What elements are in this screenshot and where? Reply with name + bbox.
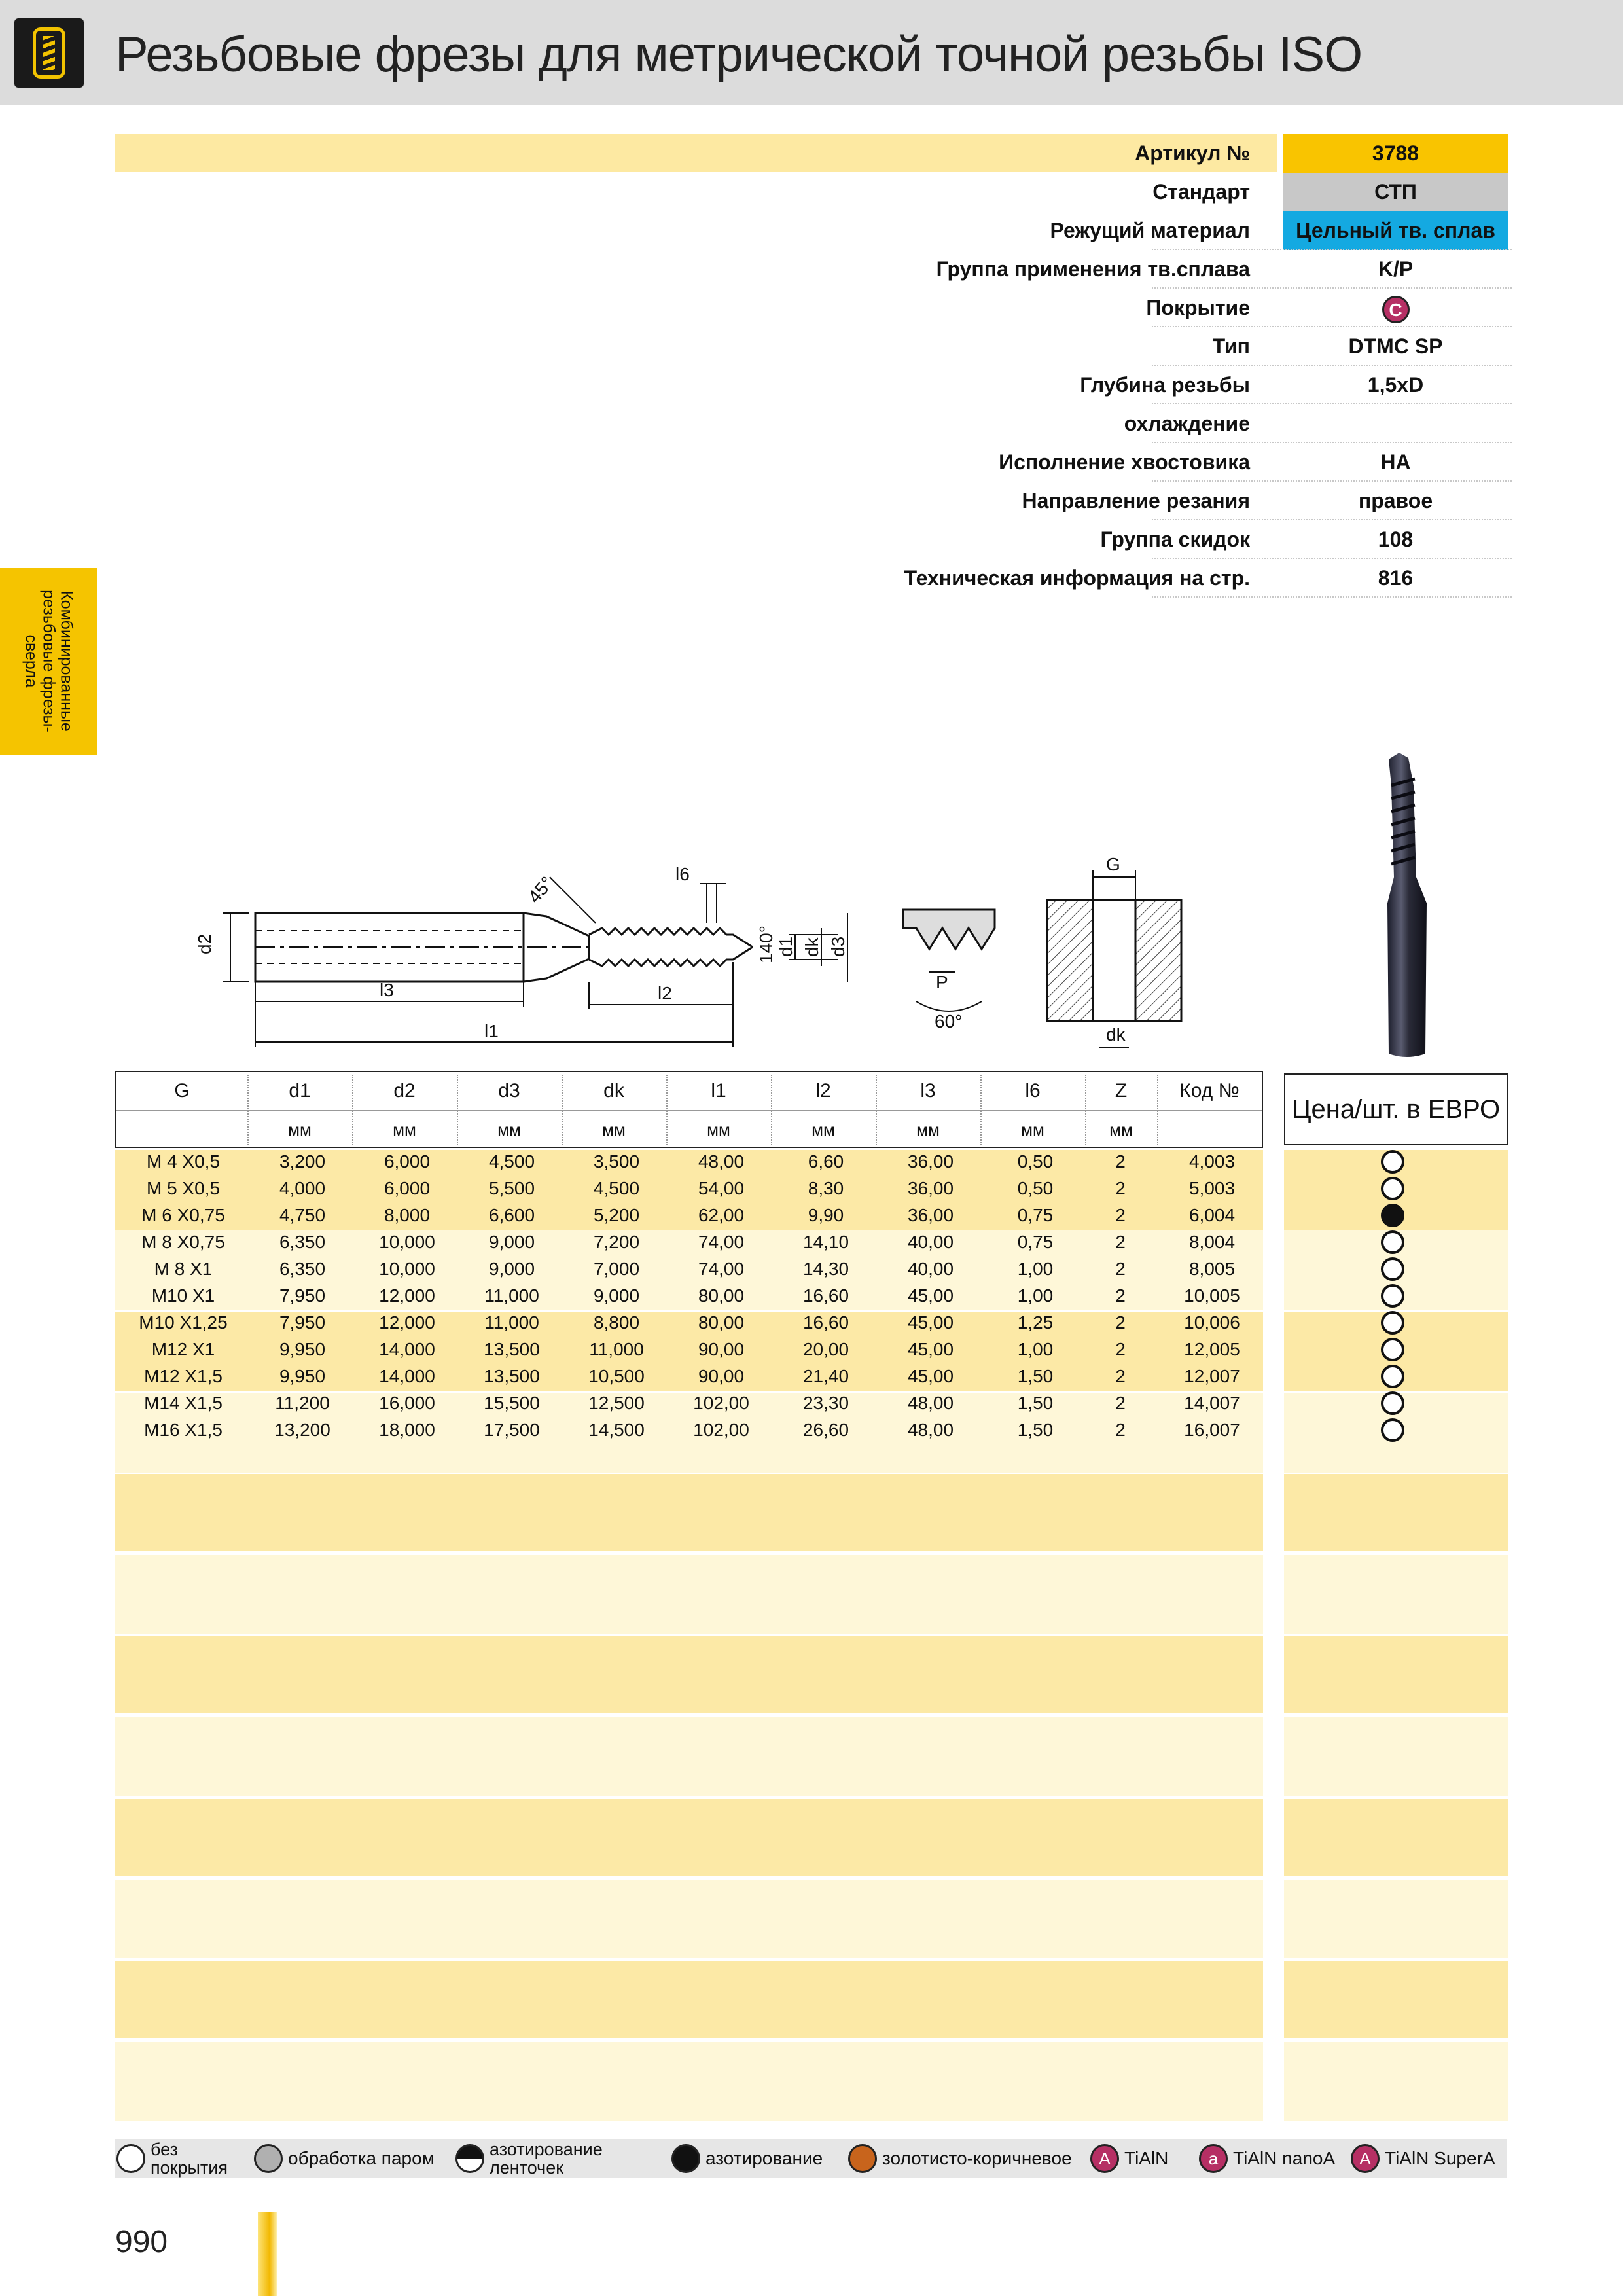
table-cell: 0,75 xyxy=(1017,1232,1054,1252)
spec-value: 1,5xD xyxy=(1367,373,1424,397)
legend-land-nitride xyxy=(455,2139,603,2178)
spec-label: охлаждение xyxy=(1124,412,1250,435)
code-cell: 4,003 xyxy=(1188,1151,1236,1172)
table-cell: 14,30 xyxy=(802,1259,849,1279)
spec-label: Покрытие xyxy=(1146,296,1250,319)
table-cell: 1,50 xyxy=(1017,1393,1054,1413)
column-unit: мм xyxy=(497,1120,521,1139)
table-row[interactable] xyxy=(115,1175,1263,1202)
table-band xyxy=(1284,1555,1508,1634)
table-cell: 8,30 xyxy=(808,1178,844,1198)
table-band xyxy=(1284,1799,1508,1876)
column-unit: мм xyxy=(707,1120,730,1139)
spec-row xyxy=(785,443,1512,482)
table-cell: 6,000 xyxy=(383,1178,431,1198)
table-cell: 2 xyxy=(1115,1420,1126,1440)
table-band xyxy=(1284,1880,1508,1958)
table-cell: 23,30 xyxy=(802,1393,849,1413)
table-cell: 1,50 xyxy=(1017,1366,1054,1386)
table-band xyxy=(115,1799,1263,1876)
table-cell: 0,50 xyxy=(1017,1178,1054,1198)
tialn-a-icon: A xyxy=(1090,2144,1119,2173)
code-cell: 12,005 xyxy=(1184,1339,1240,1359)
thread-size-cell: M 8 X1 xyxy=(154,1259,213,1279)
header-bar xyxy=(0,0,1623,105)
stock-open-circle-icon[interactable] xyxy=(1381,1150,1404,1174)
spec-label: Группа скидок xyxy=(1100,528,1250,551)
spec-value: СТП xyxy=(1283,173,1508,211)
column-unit xyxy=(116,1111,247,1148)
table-cell: 102,00 xyxy=(693,1393,749,1413)
spec-row xyxy=(785,250,1512,289)
coating-legend xyxy=(115,2139,1507,2178)
table-cell: 62,00 xyxy=(698,1205,745,1225)
thread-mill-photo xyxy=(1348,746,1466,1060)
price-header: Цена/шт. в ЕВРО xyxy=(1284,1073,1508,1145)
table-cell: 21,40 xyxy=(802,1366,849,1386)
table-cell: 48,00 xyxy=(907,1393,954,1413)
table-cell: 1,00 xyxy=(1017,1285,1054,1306)
spec-value xyxy=(1283,289,1508,327)
table-cell: 45,00 xyxy=(907,1312,954,1333)
tialn-supera-icon: A xyxy=(1351,2144,1380,2173)
legend-steam xyxy=(254,2139,435,2178)
spec-value xyxy=(1283,404,1508,443)
code-cell: 10,006 xyxy=(1184,1312,1240,1333)
table-cell: 2 xyxy=(1115,1151,1126,1172)
table-cell: 4,000 xyxy=(279,1178,326,1198)
table-cell: 16,60 xyxy=(802,1312,849,1333)
dim-d3-label: d3 xyxy=(828,936,848,957)
table-band xyxy=(115,1474,1263,1551)
table-cell: 14,10 xyxy=(802,1232,849,1252)
thread-mill-logo-icon xyxy=(14,18,84,88)
spec-row xyxy=(785,404,1512,443)
column-unit: мм xyxy=(1021,1120,1044,1139)
legend-steam-label: обработка паром xyxy=(288,2148,435,2168)
table-band xyxy=(1284,2042,1508,2121)
legend-uncoated-line2: покрытия xyxy=(151,2158,228,2178)
table-cell: 7,950 xyxy=(279,1312,326,1333)
column-separator xyxy=(562,1075,563,1145)
legend-uncoated xyxy=(116,2139,228,2178)
table-cell: 80,00 xyxy=(698,1285,745,1306)
column-unit: мм xyxy=(1109,1120,1133,1139)
table-cell: 11,200 xyxy=(275,1393,330,1413)
spec-value: DTMC SP xyxy=(1348,334,1443,358)
dim-p-label: P xyxy=(936,972,948,992)
table-cell: 45,00 xyxy=(907,1339,954,1359)
spec-label: Исполнение хвостовика xyxy=(999,450,1250,474)
stock-open-circle-icon[interactable] xyxy=(1381,1365,1404,1388)
table-cell: 2 xyxy=(1115,1205,1126,1225)
table-cell: 12,000 xyxy=(379,1312,435,1333)
column-separator xyxy=(352,1075,353,1145)
page-number: 990 xyxy=(115,2225,168,2259)
legend-tialn-nanoa-label: TiAlN nanoA xyxy=(1233,2148,1336,2168)
table-band xyxy=(115,1961,1263,2038)
spec-row xyxy=(785,366,1512,404)
column-separator xyxy=(1085,1075,1086,1145)
thread-size-cell: M14 X1,5 xyxy=(144,1393,223,1413)
table-cell: 26,60 xyxy=(802,1420,849,1440)
column-unit: мм xyxy=(602,1120,626,1139)
column-header: d2 xyxy=(393,1080,416,1102)
table-cell: 3,500 xyxy=(593,1151,640,1172)
table-cell: 0,75 xyxy=(1017,1205,1054,1225)
table-cell: 10,000 xyxy=(379,1232,435,1252)
column-header: G xyxy=(174,1080,190,1102)
dim-45-label: 45° xyxy=(524,872,558,907)
spec-label: Техническая информация на стр. xyxy=(904,566,1250,590)
spec-value: Цельный тв. сплав xyxy=(1283,211,1508,250)
spec-value: 108 xyxy=(1378,528,1414,551)
table-cell: 14,000 xyxy=(379,1366,435,1386)
spec-label: Группа применения тв.сплава xyxy=(936,257,1250,281)
table-cell: 1,00 xyxy=(1017,1259,1054,1279)
table-cell: 10,000 xyxy=(379,1259,435,1279)
legend-nitride xyxy=(671,2139,823,2178)
column-header: l1 xyxy=(711,1080,726,1102)
table-cell: 2 xyxy=(1115,1259,1126,1279)
legend-tialn-nanoa xyxy=(1199,2139,1335,2178)
table-cell: 17,500 xyxy=(484,1420,540,1440)
table-cell: 6,60 xyxy=(808,1151,844,1172)
thread-size-cell: M 4 X0,5 xyxy=(146,1151,221,1172)
legend-gold-brown xyxy=(848,2139,1072,2178)
spec-label: Тип xyxy=(1212,334,1250,358)
table-cell: 13,500 xyxy=(484,1339,540,1359)
code-cell: 16,007 xyxy=(1184,1420,1240,1440)
table-cell: 7,950 xyxy=(279,1285,326,1306)
table-cell: 4,500 xyxy=(593,1178,640,1198)
code-cell: 8,005 xyxy=(1188,1259,1236,1279)
spec-value: 3788 xyxy=(1283,134,1508,173)
legend-tialn-supera xyxy=(1351,2139,1495,2178)
table-cell: 7,000 xyxy=(593,1259,640,1279)
uncoated-circle-icon xyxy=(116,2144,145,2173)
table-cell: 2 xyxy=(1115,1366,1126,1386)
spec-value: HA xyxy=(1380,450,1411,474)
table-cell: 5,500 xyxy=(488,1178,535,1198)
table-cell: 2 xyxy=(1115,1393,1126,1413)
column-unit: мм xyxy=(812,1120,835,1139)
thread-size-cell: M16 X1,5 xyxy=(144,1420,223,1440)
stock-open-circle-icon[interactable] xyxy=(1381,1257,1404,1281)
table-cell: 6,000 xyxy=(383,1151,431,1172)
code-cell: 10,005 xyxy=(1184,1285,1240,1306)
table-row[interactable] xyxy=(115,1282,1263,1309)
table-cell: 9,000 xyxy=(593,1285,640,1306)
dim-60-label: 60° xyxy=(935,1011,963,1031)
side-tab-label: Комбинированные резьбовые фрезы-сверла xyxy=(22,590,76,732)
code-cell: 12,007 xyxy=(1184,1366,1240,1386)
dim-d2-label: d2 xyxy=(194,933,215,954)
spec-row xyxy=(785,134,1512,173)
table-cell: 0,50 xyxy=(1017,1151,1054,1172)
table-cell: 8,000 xyxy=(383,1205,431,1225)
column-separator xyxy=(980,1075,982,1145)
table-cell: 8,800 xyxy=(593,1312,640,1333)
table-cell: 48,00 xyxy=(907,1420,954,1440)
table-band xyxy=(115,1717,1263,1796)
table-row[interactable] xyxy=(115,1229,1263,1255)
spec-row xyxy=(785,520,1512,559)
gold-brown-circle-icon xyxy=(848,2144,877,2173)
dim-dk-section-label: dk xyxy=(1106,1024,1126,1045)
table-header xyxy=(115,1071,1263,1148)
table-cell: 1,25 xyxy=(1017,1312,1054,1333)
spec-label: Стандарт xyxy=(1152,180,1250,204)
table-cell: 9,90 xyxy=(808,1205,844,1225)
table-cell: 80,00 xyxy=(698,1312,745,1333)
stock-open-circle-icon[interactable] xyxy=(1381,1311,1404,1335)
table-cell: 1,00 xyxy=(1017,1339,1054,1359)
column-header: d1 xyxy=(289,1080,311,1102)
table-cell: 11,000 xyxy=(589,1339,644,1359)
table-cell: 40,00 xyxy=(907,1232,954,1252)
column-separator xyxy=(1157,1075,1158,1145)
stock-filled-circle-icon[interactable] xyxy=(1381,1204,1404,1227)
table-row[interactable] xyxy=(115,1363,1263,1390)
table-cell: 16,60 xyxy=(802,1285,849,1306)
spec-divider xyxy=(1152,596,1512,598)
spec-row xyxy=(785,173,1512,211)
column-header: dk xyxy=(603,1080,624,1102)
table-band xyxy=(1284,1636,1508,1713)
column-header: d3 xyxy=(498,1080,520,1102)
stock-open-circle-icon[interactable] xyxy=(1381,1177,1404,1200)
filled-circle-icon xyxy=(671,2144,700,2173)
table-row[interactable] xyxy=(115,1148,1263,1175)
thread-size-cell: M10 X1 xyxy=(151,1285,215,1306)
table-row[interactable] xyxy=(115,1336,1263,1363)
table-cell: 40,00 xyxy=(907,1259,954,1279)
table-cell: 13,200 xyxy=(274,1420,330,1440)
code-cell: 5,003 xyxy=(1188,1178,1236,1198)
table-band xyxy=(1284,1474,1508,1551)
table-row[interactable] xyxy=(115,1390,1263,1416)
thread-size-cell: M12 X1,5 xyxy=(144,1366,223,1386)
table-cell: 2 xyxy=(1115,1312,1126,1333)
legend-tialn xyxy=(1090,2139,1168,2178)
table-cell: 20,00 xyxy=(802,1339,849,1359)
table-cell: 36,00 xyxy=(907,1205,954,1225)
table-cell: 4,500 xyxy=(488,1151,535,1172)
tialn-nanoa-icon: a xyxy=(1199,2144,1228,2173)
coating-c-icon: C xyxy=(1382,296,1410,323)
dim-l2-label: l2 xyxy=(658,983,672,1003)
column-header: Код № xyxy=(1179,1080,1240,1102)
table-cell: 16,000 xyxy=(379,1393,435,1413)
column-separator xyxy=(457,1075,458,1145)
dim-dk-label: dk xyxy=(802,937,822,957)
thread-size-cell: M 5 X0,5 xyxy=(146,1178,221,1198)
table-cell: 48,00 xyxy=(698,1151,745,1172)
table-cell: 12,500 xyxy=(588,1393,645,1413)
table-cell: 3,200 xyxy=(279,1151,326,1172)
table-cell: 36,00 xyxy=(907,1151,954,1172)
column-separator xyxy=(247,1075,249,1145)
spec-value: K/P xyxy=(1378,257,1414,281)
table-cell: 9,000 xyxy=(488,1259,535,1279)
column-header: l3 xyxy=(920,1080,936,1102)
spec-value: 816 xyxy=(1378,566,1414,590)
side-category-tab[interactable] xyxy=(0,568,97,755)
table-cell: 15,500 xyxy=(484,1393,540,1413)
table-band xyxy=(115,1636,1263,1713)
spec-label: Артикул № xyxy=(1135,141,1250,165)
column-unit: мм xyxy=(916,1120,940,1139)
table-cell: 2 xyxy=(1115,1339,1126,1359)
table-cell: 90,00 xyxy=(698,1366,745,1386)
table-band xyxy=(1284,1961,1508,2038)
table-band xyxy=(115,1555,1263,1634)
spec-value: правое xyxy=(1358,489,1433,512)
column-separator xyxy=(666,1075,668,1145)
table-cell: 102,00 xyxy=(693,1420,749,1440)
dim-140-label: 140° xyxy=(756,925,776,963)
table-cell: 6,350 xyxy=(279,1259,326,1279)
stock-open-circle-icon[interactable] xyxy=(1381,1391,1404,1415)
technical-drawing xyxy=(183,851,1191,1073)
table-cell: 36,00 xyxy=(907,1178,954,1198)
steam-circle-icon xyxy=(254,2144,283,2173)
stock-open-circle-icon[interactable] xyxy=(1381,1284,1404,1308)
stock-open-circle-icon[interactable] xyxy=(1381,1418,1404,1442)
dim-l1-label: l1 xyxy=(484,1021,499,1041)
table-cell: 9,950 xyxy=(279,1366,326,1386)
table-cell: 14,500 xyxy=(588,1420,645,1440)
table-row[interactable] xyxy=(115,1416,1263,1443)
spec-row xyxy=(785,211,1512,250)
page-edge-stripe xyxy=(258,2212,277,2296)
table-cell: 11,000 xyxy=(484,1312,539,1333)
code-cell: 8,004 xyxy=(1188,1232,1236,1252)
table-cell: 90,00 xyxy=(698,1339,745,1359)
spec-label: Глубина резьбы xyxy=(1080,373,1250,397)
table-cell: 10,500 xyxy=(588,1366,645,1386)
dim-l3-label: l3 xyxy=(380,980,394,1000)
table-cell: 12,000 xyxy=(379,1285,435,1306)
legend-nitride-label: азотирование xyxy=(705,2148,823,2168)
thread-size-cell: M12 X1 xyxy=(151,1339,215,1359)
table-cell: 7,200 xyxy=(593,1232,640,1252)
table-cell: 11,000 xyxy=(484,1285,539,1306)
thread-size-cell: M 6 X0,75 xyxy=(141,1205,225,1225)
table-cell: 2 xyxy=(1115,1285,1126,1306)
spec-row xyxy=(785,327,1512,366)
column-unit xyxy=(1157,1111,1262,1148)
table-band xyxy=(1284,1717,1508,1796)
table-band xyxy=(115,1880,1263,1958)
thread-size-cell: M10 X1,25 xyxy=(139,1312,228,1333)
legend-gold-brown-label: золотисто-коричневое xyxy=(882,2148,1072,2168)
spec-row xyxy=(785,289,1512,327)
spec-label: Направление резания xyxy=(1022,489,1250,512)
table-cell: 74,00 xyxy=(698,1259,745,1279)
table-cell: 14,000 xyxy=(379,1339,435,1359)
dim-d1-label: d1 xyxy=(776,936,796,957)
half-filled-circle-icon xyxy=(455,2144,484,2173)
table-cell: 54,00 xyxy=(698,1178,745,1198)
dim-l6-label: l6 xyxy=(675,864,690,884)
code-cell: 14,007 xyxy=(1184,1393,1240,1413)
table-cell: 4,750 xyxy=(279,1205,326,1225)
thread-size-cell: M 8 X0,75 xyxy=(141,1232,225,1252)
legend-land-nitride-line1: азотирование xyxy=(490,2140,603,2159)
table-row[interactable] xyxy=(115,1255,1263,1282)
table-band xyxy=(115,2042,1263,2121)
code-cell: 6,004 xyxy=(1188,1205,1236,1225)
column-separator xyxy=(876,1075,877,1145)
table-cell: 6,350 xyxy=(279,1232,326,1252)
column-separator xyxy=(771,1075,772,1145)
table-cell: 9,950 xyxy=(279,1339,326,1359)
column-header: l2 xyxy=(815,1080,831,1102)
page-title: Резьбовые фрезы для метрической точной резьбы ISO xyxy=(115,27,1363,82)
spec-row xyxy=(785,559,1512,598)
stock-open-circle-icon[interactable] xyxy=(1381,1230,1404,1254)
table-row[interactable] xyxy=(115,1202,1263,1229)
legend-tialn-label: TiAlN xyxy=(1124,2148,1169,2168)
spec-row xyxy=(785,482,1512,520)
column-unit: мм xyxy=(393,1120,416,1139)
column-header: Z xyxy=(1115,1080,1128,1102)
table-row[interactable] xyxy=(115,1309,1263,1336)
legend-tialn-supera-label: TiAlN SuperA xyxy=(1385,2148,1495,2168)
table-cell: 1,50 xyxy=(1017,1420,1054,1440)
table-cell: 5,200 xyxy=(593,1205,640,1225)
dim-g-label: G xyxy=(1106,854,1120,874)
stock-open-circle-icon[interactable] xyxy=(1381,1338,1404,1361)
table-cell: 45,00 xyxy=(907,1366,954,1386)
table-cell: 13,500 xyxy=(484,1366,540,1386)
legend-uncoated-line1: без xyxy=(151,2140,178,2159)
table-cell: 74,00 xyxy=(698,1232,745,1252)
table-cell: 2 xyxy=(1115,1232,1126,1252)
table-cell: 2 xyxy=(1115,1178,1126,1198)
table-cell: 18,000 xyxy=(379,1420,435,1440)
table-cell: 9,000 xyxy=(488,1232,535,1252)
column-header: l6 xyxy=(1025,1080,1041,1102)
spec-label: Режущий материал xyxy=(1050,219,1250,242)
column-unit: мм xyxy=(288,1120,312,1139)
legend-land-nitride-line2: ленточек xyxy=(490,2158,564,2178)
table-cell: 6,600 xyxy=(488,1205,535,1225)
table-cell: 45,00 xyxy=(907,1285,954,1306)
